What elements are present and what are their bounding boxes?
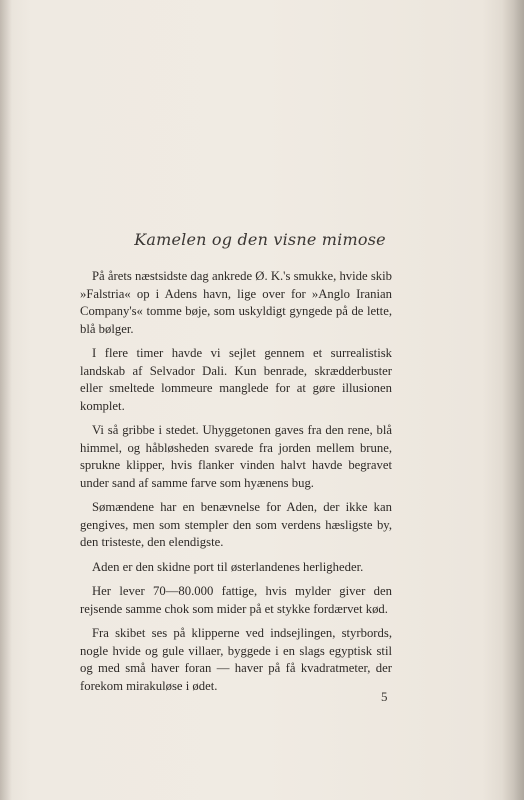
paragraph: På årets næstsidste dag ankrede Ø. K.'s smukke, hvide skib »Falstria« op i Adens havn, lige over for »Anglo Iranian Company's« tomme bøje, som uskyldigt gyngede på de lette, blå bølger. xyxy=(80,269,392,336)
page-edge-shadow xyxy=(502,0,524,800)
body-text xyxy=(80,268,392,702)
page-number: 5 xyxy=(381,689,388,704)
paragraph: Her lever 70—80.000 fattige, hvis mylder giver den rejsende samme chok som mider på et stykke fordærvet kød. xyxy=(80,584,392,616)
paragraph: Sømændene har en benævnelse for Aden, der ikke kan gengives, men som stempler den som verdens hæsligste by, den tristeste, den elendigste. xyxy=(80,500,392,549)
paragraph: Vi så gribbe i stedet. Uhyggetonen gaves fra den rene, blå himmel, og håbløsheden svarede fra jorden mellem brune, sprukne klipper, hvis flanker vinden halvt havde begravet under sand af samme farve som hyænens bug. xyxy=(80,423,392,490)
paragraph: Fra skibet ses på klipperne ved indsejlingen, styrbords, nogle hvide og gule villaer, byggede i en slags egyptisk stil og med små haver foran — haver på få kvadratmeter, der forekom mirakuløse i ødet. xyxy=(80,626,392,693)
paragraph: Aden er den skidne port til østerlandenes herligheder. xyxy=(92,559,364,574)
chapter-title: Kamelen og den visne mimose xyxy=(134,230,386,249)
page-gutter-shadow xyxy=(0,0,12,800)
paragraph: I flere timer havde vi sejlet gennem et surrealistisk landskab af Selvador Dali. Kun benrade, skrædderbuster eller smeltede lommeure manglede for at gøre illusionen komplet. xyxy=(80,346,392,413)
